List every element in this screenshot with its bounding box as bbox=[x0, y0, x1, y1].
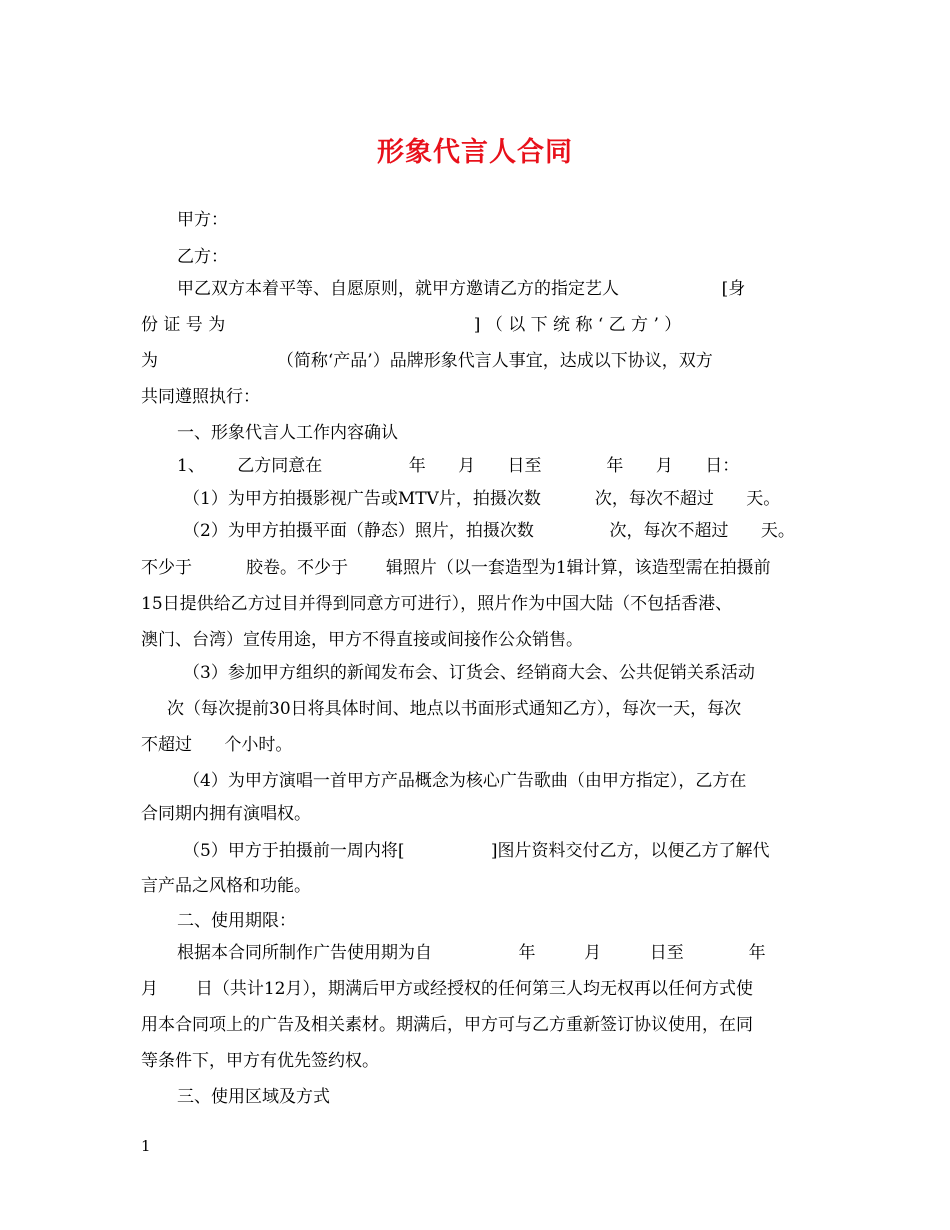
paragraph-line: 月 日（共计12月），期满后甲方或经授权的任何第三人均无权再以任何方式使 bbox=[141, 979, 753, 999]
section-heading-3: 三、使用区域及方式 bbox=[177, 1087, 330, 1107]
paragraph-line: 次（每次提前30日将具体时间、地点以书面形式通知乙方），每次一天，每次 bbox=[167, 699, 742, 719]
clause-line: （1）为甲方拍摄影视广告或MTV片，拍摄次数 次，每次不超过 天。 bbox=[183, 489, 781, 509]
clause-line: （5）甲方于拍摄前一周内将[ ]图片资料交付乙方，以便乙方了解代 bbox=[183, 841, 770, 861]
paragraph-line: 言产品之风格和功能。 bbox=[141, 876, 311, 896]
clause-line: （4）为甲方演唱一首甲方产品概念为核心广告歌曲（由甲方指定），乙方在 bbox=[183, 771, 747, 791]
paragraph-line: 份 证 号 为 ] （ 以 下 统 称 ‘ 乙 方 ’ ） bbox=[141, 315, 682, 335]
party-b-line: 乙方： bbox=[177, 247, 228, 267]
paragraph-line: 根据本合同所制作广告使用期为自 年 月 日至 年 bbox=[177, 943, 766, 963]
paragraph-line: 1、 乙方同意在 年 月 日至 年 月 日： bbox=[177, 456, 740, 476]
paragraph-line: 用本合同项上的广告及相关素材。期满后，甲方可与乙方重新签订协议使用，在同 bbox=[141, 1015, 753, 1035]
paragraph-line: 不少于 胶卷。不少于 辑照片（以一套造型为1辑计算，该造型需在拍摄前 bbox=[141, 558, 771, 578]
section-heading-1: 一、形象代言人工作内容确认 bbox=[177, 423, 398, 443]
paragraph-line: 澳门、台湾）宣传用途，甲方不得直接或间接作公众销售。 bbox=[141, 630, 583, 650]
paragraph-line: 不超过 个小时。 bbox=[141, 735, 293, 755]
paragraph-line: 共同遵照执行： bbox=[141, 387, 260, 407]
document-title: 形象代言人合同 bbox=[377, 137, 573, 168]
paragraph-line: 甲乙双方本着平等、自愿原则，就甲方邀请乙方的指定艺人 [身 bbox=[177, 279, 746, 299]
paragraph-line: 等条件下，甲方有优先签约权。 bbox=[141, 1051, 379, 1071]
clause-line: （2）为甲方拍摄平面（静态）照片，拍摄次数 次，每次不超过 天。 bbox=[183, 521, 795, 541]
paragraph-line: 合同期内拥有演唱权。 bbox=[141, 804, 311, 824]
section-heading-2: 二、使用期限： bbox=[177, 911, 296, 931]
party-a-line: 甲方： bbox=[177, 210, 228, 230]
paragraph-line: 为 （简称‘产品’）品牌形象代言人事宜，达成以下协议，双方 bbox=[141, 351, 713, 371]
paragraph-line: 15日提供给乙方过目并得到同意方可进行），照片作为中国大陆（不包括香港、 bbox=[141, 594, 733, 614]
clause-line: （3）参加甲方组织的新闻发布会、订货会、经销商大会、公共促销关系活动 bbox=[183, 663, 755, 683]
page-number: 1 bbox=[141, 1137, 151, 1155]
